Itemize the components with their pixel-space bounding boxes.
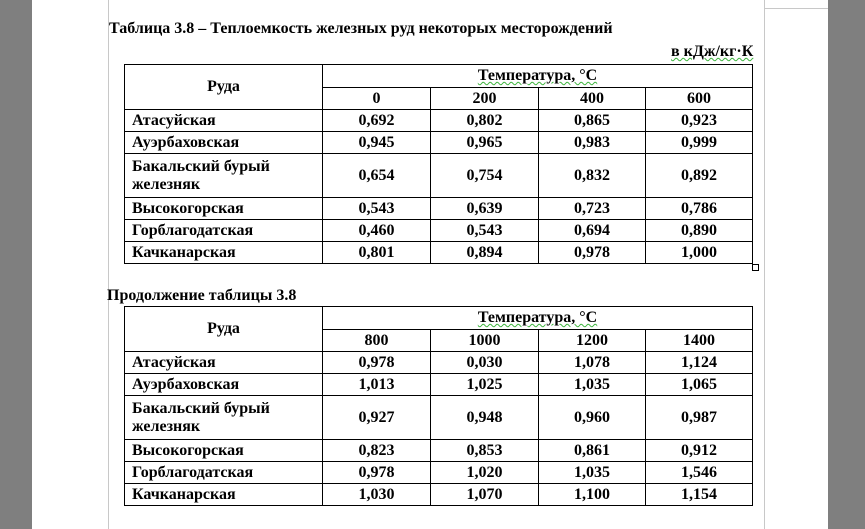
heat-capacity-cell[interactable]: 0,960	[539, 396, 646, 440]
ore-name-cell[interactable]: Высокогорская	[125, 440, 323, 462]
heat-capacity-cell[interactable]: 0,654	[323, 154, 431, 198]
heat-capacity-cell[interactable]: 0,832	[539, 154, 646, 198]
heat-capacity-cell[interactable]: 0,823	[323, 440, 431, 462]
header-temperature-text: Температура, °С	[477, 309, 598, 326]
heat-capacity-cell[interactable]: 1,546	[646, 462, 753, 484]
ore-name-cell[interactable]: Ауэрбаховская	[125, 374, 323, 396]
heat-capacity-cell[interactable]: 0,865	[539, 110, 646, 132]
heat-capacity-cell[interactable]: 1,100	[539, 484, 646, 506]
heat-capacity-cell[interactable]: 1,035	[539, 462, 646, 484]
table-row	[125, 154, 753, 198]
heat-capacity-cell[interactable]: 0,912	[646, 440, 753, 462]
heat-capacity-cell[interactable]: 0,460	[323, 220, 431, 242]
heat-capacity-cell[interactable]: 0,978	[323, 352, 431, 374]
heat-capacity-cell[interactable]: 1,000	[646, 242, 753, 264]
heat-capacity-cell[interactable]: 1,020	[431, 462, 539, 484]
heat-capacity-cell[interactable]: 1,070	[431, 484, 539, 506]
heat-capacity-cell[interactable]: 1,030	[323, 484, 431, 506]
temp-cell[interactable]: 200	[431, 88, 539, 110]
heat-capacity-cell[interactable]: 0,987	[646, 396, 753, 440]
heat-capacity-cell[interactable]: 0,754	[431, 154, 539, 198]
header-temperature[interactable]	[323, 307, 753, 330]
table2-caption: Продолжение таблицы 3.8	[107, 287, 297, 304]
heat-capacity-cell[interactable]: 1,025	[431, 374, 539, 396]
table-row	[125, 352, 753, 374]
heat-capacity-cell[interactable]: 1,035	[539, 374, 646, 396]
table1[interactable]	[124, 64, 753, 264]
table2[interactable]	[124, 306, 753, 506]
table-resize-handle[interactable]	[752, 264, 759, 271]
ore-name-cell[interactable]: Бакальский бурый железняк	[125, 396, 323, 440]
table1-caption: Таблица 3.8 – Теплоемкость железных руд некоторых месторождений	[109, 20, 613, 37]
heat-capacity-cell[interactable]: 0,639	[431, 198, 539, 220]
table-row	[125, 484, 753, 506]
ore-name-cell[interactable]: Горблагодатская	[125, 220, 323, 242]
ore-name-cell[interactable]: Атасуйская	[125, 352, 323, 374]
heat-capacity-cell[interactable]: 1,013	[323, 374, 431, 396]
temp-cell[interactable]: 400	[539, 88, 646, 110]
temp-cell[interactable]: 1000	[431, 330, 539, 352]
temp-cell[interactable]: 600	[646, 88, 753, 110]
margin-guide-right	[764, 0, 765, 529]
heat-capacity-cell[interactable]: 0,945	[323, 132, 431, 154]
heat-capacity-cell[interactable]: 0,892	[646, 154, 753, 198]
heat-capacity-cell[interactable]: 0,853	[431, 440, 539, 462]
temp-cell[interactable]: 1400	[646, 330, 753, 352]
table-row	[125, 462, 753, 484]
header-ore[interactable]: Руда	[125, 307, 323, 352]
heat-capacity-cell[interactable]: 0,927	[323, 396, 431, 440]
heat-capacity-cell[interactable]: 0,978	[323, 462, 431, 484]
heat-capacity-cell[interactable]: 1,065	[646, 374, 753, 396]
heat-capacity-cell[interactable]: 0,694	[539, 220, 646, 242]
heat-capacity-cell[interactable]: 0,786	[646, 198, 753, 220]
units-text: в кДж/кг·К	[671, 43, 754, 60]
heat-capacity-cell[interactable]: 0,692	[323, 110, 431, 132]
heat-capacity-cell[interactable]: 0,861	[539, 440, 646, 462]
heat-capacity-cell[interactable]: 0,999	[646, 132, 753, 154]
heat-capacity-cell[interactable]: 0,965	[431, 132, 539, 154]
header-ore[interactable]: Руда	[125, 65, 323, 110]
heat-capacity-cell[interactable]: 1,124	[646, 352, 753, 374]
heat-capacity-cell[interactable]: 0,978	[539, 242, 646, 264]
heat-capacity-cell[interactable]: 0,890	[646, 220, 753, 242]
heat-capacity-cell[interactable]: 0,543	[323, 198, 431, 220]
table-row	[125, 220, 753, 242]
ore-name-cell[interactable]: Высокогорская	[125, 198, 323, 220]
table-row	[125, 242, 753, 264]
margin-guide-left	[108, 0, 109, 529]
header-temperature-text: Температура, °С	[477, 67, 598, 84]
ore-name-cell[interactable]: Бакальский бурый железняк	[125, 154, 323, 198]
table-row	[125, 198, 753, 220]
table1-units	[671, 43, 753, 61]
heat-capacity-cell[interactable]: 0,723	[539, 198, 646, 220]
margin-guide-top	[764, 8, 828, 9]
temp-cell[interactable]: 1200	[539, 330, 646, 352]
table-row	[125, 440, 753, 462]
heat-capacity-cell[interactable]: 1,154	[646, 484, 753, 506]
temp-cell[interactable]: 800	[323, 330, 431, 352]
header-temperature[interactable]	[323, 65, 753, 88]
heat-capacity-cell[interactable]: 0,802	[431, 110, 539, 132]
heat-capacity-cell[interactable]: 0,801	[323, 242, 431, 264]
heat-capacity-cell[interactable]: 0,894	[431, 242, 539, 264]
temp-cell[interactable]: 0	[323, 88, 431, 110]
heat-capacity-cell[interactable]: 0,923	[646, 110, 753, 132]
ore-name-cell[interactable]: Качканарская	[125, 242, 323, 264]
heat-capacity-cell[interactable]: 0,983	[539, 132, 646, 154]
table-row	[125, 374, 753, 396]
ore-name-cell[interactable]: Ауэрбаховская	[125, 132, 323, 154]
ore-name-cell[interactable]: Атасуйская	[125, 110, 323, 132]
table-row	[125, 396, 753, 440]
table-row	[125, 132, 753, 154]
heat-capacity-cell[interactable]: 0,948	[431, 396, 539, 440]
document-page	[32, 0, 828, 529]
heat-capacity-cell[interactable]: 0,030	[431, 352, 539, 374]
ore-name-cell[interactable]: Горблагодатская	[125, 462, 323, 484]
table-row	[125, 110, 753, 132]
heat-capacity-cell[interactable]: 1,078	[539, 352, 646, 374]
ore-name-cell[interactable]: Качканарская	[125, 484, 323, 506]
heat-capacity-cell[interactable]: 0,543	[431, 220, 539, 242]
